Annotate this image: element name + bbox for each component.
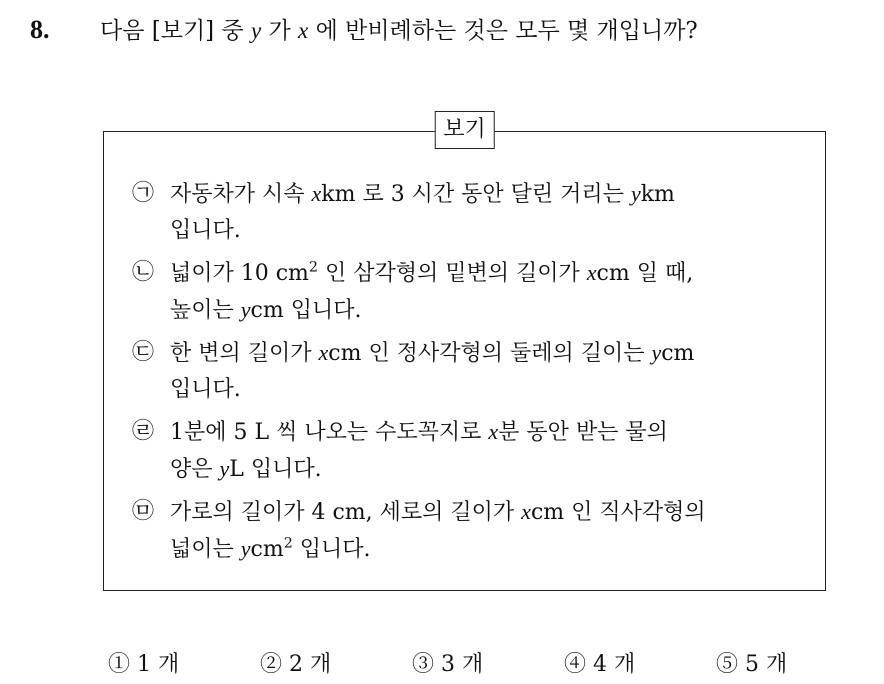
example-item-3	[132, 335, 815, 408]
choice-1[interactable]: ① 1 개	[108, 652, 180, 677]
example-box-title: 보기	[434, 111, 495, 149]
example-item-1	[132, 176, 815, 249]
variable-x: x	[298, 18, 309, 43]
example-item-2	[132, 255, 815, 329]
variable-y: y	[250, 18, 262, 43]
item-text: 넓이가 10 $cm^2$ 인 삼각형의 밑변의 길이가 xcm 일 때, 높이는 ycm 입니다.	[170, 259, 694, 323]
choice-5[interactable]: ⑤ 5 개	[716, 652, 788, 677]
example-item-4	[132, 414, 815, 488]
item-text: 한 변의 길이가 xcm 인 정사각형의 둘레의 길이는 ycm 입니다.	[170, 340, 695, 402]
item-marker: ㉢	[132, 340, 155, 365]
question-number: 8.	[30, 15, 50, 44]
item-marker: ㉤	[132, 499, 155, 524]
example-item-5	[132, 494, 815, 568]
item-text: 1분에 5 L 씩 나오는 수도꼭지로 x분 동안 받는 물의 양은 yL 입니다.	[170, 419, 668, 482]
item-marker: ㉠	[132, 181, 155, 206]
choice-3[interactable]: ③ 3 개	[412, 652, 484, 677]
item-marker: ㉡	[132, 260, 155, 285]
item-text: 가로의 길이가 4 cm, 세로의 길이가 xcm 인 직사각형의 넓이는 ycm$^2$ 입니다.	[170, 499, 706, 562]
item-marker: ㉣	[132, 419, 155, 444]
question-stem	[30, 14, 698, 47]
question-text: 다음 [보기] 중 y 가 x 에 반비례하는 것은 모두 몇 개입니까?	[100, 18, 698, 44]
answer-choices	[108, 650, 868, 680]
choice-4[interactable]: ④ 4 개	[564, 652, 636, 677]
example-list	[132, 176, 815, 574]
item-text: 자동차가 시속 xkm 로 3 시간 동안 달린 거리는 ykm 입니다.	[170, 181, 675, 243]
choice-2[interactable]: ② 2 개	[260, 652, 332, 677]
example-box	[103, 117, 826, 591]
